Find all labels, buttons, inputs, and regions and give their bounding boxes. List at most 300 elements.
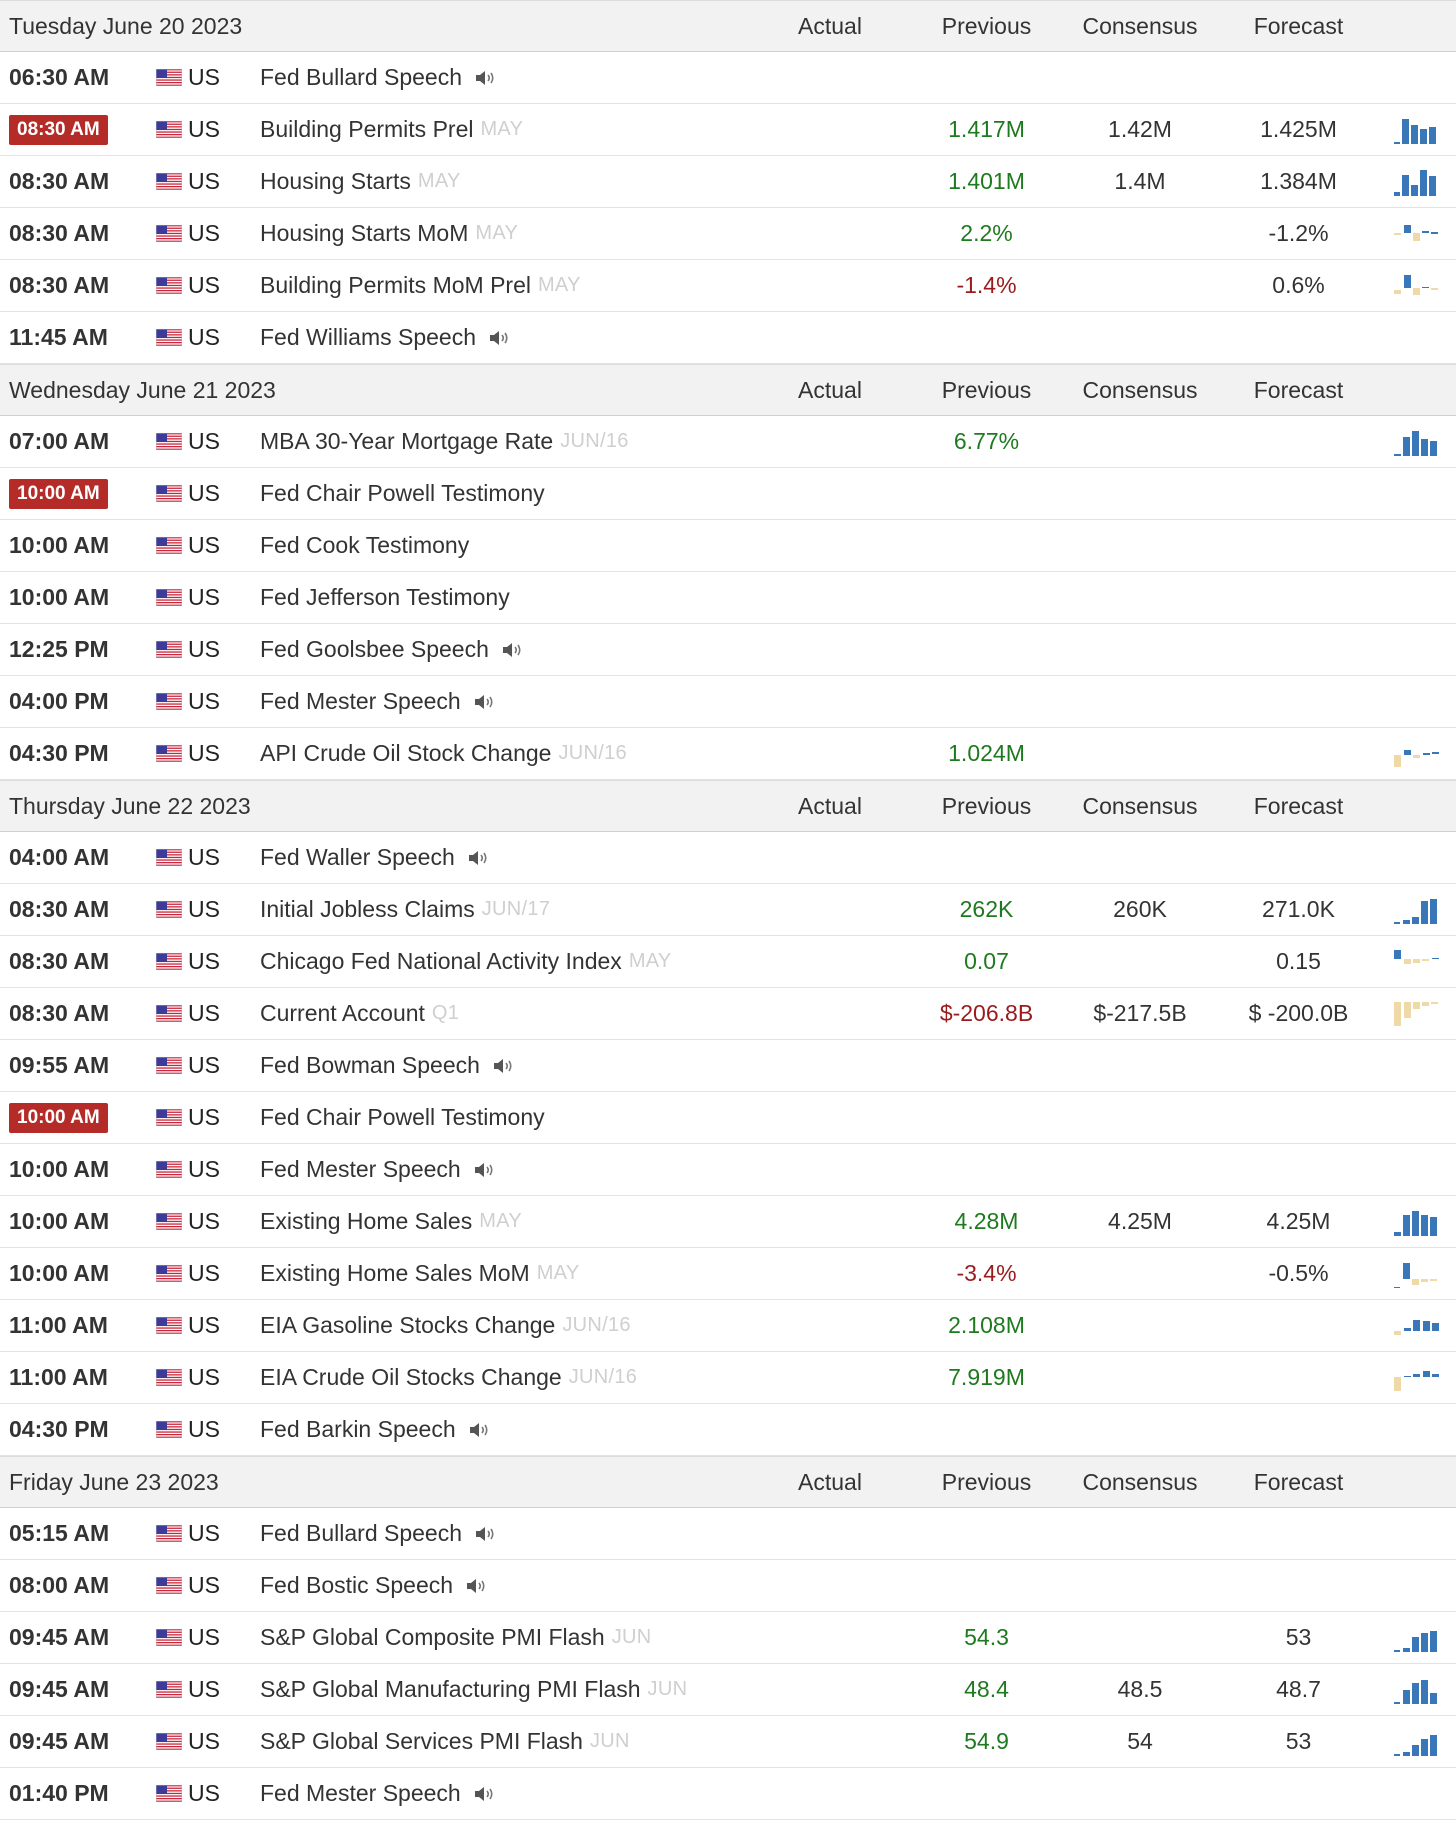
sparkline-bar: [1394, 454, 1401, 456]
country-cell[interactable]: [156, 272, 260, 299]
sparkline-cell[interactable]: [1377, 427, 1456, 457]
sparkline-bar: [1402, 175, 1409, 196]
event-name[interactable]: Housing Starts MoM: [260, 220, 469, 246]
sparkline-cell[interactable]: [1377, 1207, 1456, 1237]
sparkline-bar: [1394, 142, 1400, 144]
speaker-icon: [469, 1421, 491, 1439]
sparkline-bar: [1421, 1215, 1428, 1236]
country-cell[interactable]: [156, 532, 260, 559]
event-row[interactable]: [0, 1612, 1456, 1664]
country-cell[interactable]: [156, 1780, 260, 1807]
time-cell: [0, 844, 156, 871]
event-time: 01:40 PM: [9, 1780, 109, 1806]
event-name[interactable]: Fed Chair Powell Testimony: [260, 480, 545, 506]
event-name[interactable]: S&P Global Composite PMI Flash: [260, 1624, 605, 1650]
country-code: US: [188, 272, 220, 298]
column-header-consensus[interactable]: Consensus: [1082, 12, 1198, 39]
previous-value: 2.108M: [948, 1312, 1025, 1338]
us-flag-icon: [156, 1421, 182, 1438]
country-cell[interactable]: [156, 584, 260, 611]
event-cell[interactable]: [260, 64, 747, 91]
event-cell[interactable]: [260, 272, 747, 299]
event-time: 07:00 AM: [9, 428, 110, 454]
forecast-value: 53: [1285, 1624, 1312, 1650]
speaker-icon: [474, 693, 496, 711]
column-header-consensus[interactable]: Consensus: [1082, 792, 1198, 819]
event-cell[interactable]: [260, 220, 747, 247]
event-row[interactable]: [0, 104, 1456, 156]
event-row[interactable]: [0, 1768, 1456, 1820]
event-name[interactable]: Building Permits MoM Prel: [260, 272, 531, 298]
event-row[interactable]: [0, 1664, 1456, 1716]
forecast-value: 4.25M: [1266, 1208, 1331, 1234]
time-cell: [0, 114, 156, 145]
us-flag-icon: [156, 121, 182, 138]
event-row[interactable]: [0, 416, 1456, 468]
event-name[interactable]: Chicago Fed National Activity Index: [260, 948, 622, 974]
column-header-previous[interactable]: Previous: [941, 12, 1032, 39]
sparkline-chart-icon[interactable]: [1392, 1311, 1442, 1341]
event-cell[interactable]: [260, 1052, 747, 1079]
sparkline-cell[interactable]: [1377, 947, 1456, 977]
column-header-previous[interactable]: Previous: [941, 376, 1032, 403]
country-cell[interactable]: [156, 1260, 260, 1287]
time-cell: [0, 1520, 156, 1547]
country-code: US: [188, 1520, 220, 1546]
previous-value: 54.3: [964, 1624, 1009, 1650]
sparkline-bar: [1394, 192, 1400, 196]
event-name[interactable]: Fed Jefferson Testimony: [260, 584, 510, 610]
event-name[interactable]: Fed Goolsbee Speech: [260, 636, 489, 662]
column-header-forecast[interactable]: Forecast: [1253, 376, 1344, 403]
sparkline-cell[interactable]: [1377, 1675, 1456, 1705]
us-flag-icon: [156, 1681, 182, 1698]
event-name[interactable]: Fed Cook Testimony: [260, 532, 470, 558]
us-flag-icon: [156, 1317, 182, 1334]
column-header-previous[interactable]: Previous: [941, 1468, 1032, 1495]
country-code: US: [188, 116, 220, 142]
sparkline-bar: [1404, 1002, 1411, 1018]
sparkline-bar: [1430, 899, 1437, 924]
sparkline-bar: [1404, 225, 1411, 233]
event-row[interactable]: [0, 312, 1456, 364]
sparkline-bar: [1430, 1217, 1437, 1236]
event-cell[interactable]: [260, 1624, 747, 1651]
previous-value: $-206.8B: [939, 1000, 1034, 1026]
time-cell: [0, 688, 156, 715]
column-header-previous[interactable]: Previous: [941, 792, 1032, 819]
previous-value: 1.417M: [948, 116, 1025, 142]
column-header-actual[interactable]: Actual: [798, 376, 862, 403]
country-code: US: [188, 636, 220, 662]
event-row[interactable]: [0, 936, 1456, 988]
previous-value: 0.07: [964, 948, 1009, 974]
sparkline-cell[interactable]: [1377, 219, 1456, 249]
country-code: US: [188, 1572, 220, 1598]
event-name[interactable]: Fed Barkin Speech: [260, 1416, 456, 1442]
event-name[interactable]: Fed Mester Speech: [260, 1156, 461, 1182]
reference-period: MAY: [475, 222, 519, 244]
event-name[interactable]: Fed Mester Speech: [260, 1780, 461, 1806]
country-code: US: [188, 1260, 220, 1286]
us-flag-icon: [156, 173, 182, 190]
event-row[interactable]: [0, 1560, 1456, 1612]
sparkline-cell[interactable]: [1377, 1623, 1456, 1653]
column-header-forecast[interactable]: Forecast: [1253, 792, 1344, 819]
sparkline-bar: [1394, 1702, 1400, 1704]
sparkline-bar: [1394, 1377, 1401, 1391]
event-name[interactable]: Fed Mester Speech: [260, 688, 461, 714]
event-cell[interactable]: [260, 1104, 747, 1131]
event-name[interactable]: EIA Crude Oil Stocks Change: [260, 1364, 562, 1390]
event-cell[interactable]: [260, 844, 747, 871]
country-cell[interactable]: [156, 428, 260, 455]
event-name[interactable]: Existing Home Sales MoM: [260, 1260, 530, 1286]
country-cell[interactable]: [156, 220, 260, 247]
reference-period: MAY: [417, 170, 461, 192]
event-name[interactable]: API Crude Oil Stock Change: [260, 740, 552, 766]
event-row[interactable]: [0, 260, 1456, 312]
column-header-consensus[interactable]: Consensus: [1082, 1468, 1198, 1495]
sparkline-cell[interactable]: [1377, 1727, 1456, 1757]
event-cell[interactable]: [260, 1780, 747, 1807]
sparkline-bar: [1394, 233, 1401, 235]
event-cell[interactable]: [260, 1000, 747, 1027]
event-row[interactable]: [0, 468, 1456, 520]
event-name[interactable]: Fed Bostic Speech: [260, 1572, 454, 1598]
event-row[interactable]: [0, 1248, 1456, 1300]
column-header-actual[interactable]: Actual: [798, 1468, 862, 1495]
sparkline-chart-icon[interactable]: [1392, 999, 1442, 1029]
country-cell[interactable]: [156, 1572, 260, 1599]
sparkline-bar: [1430, 1735, 1437, 1756]
sparkline-cell[interactable]: [1377, 1311, 1456, 1341]
previous-value: -1.4%: [956, 272, 1017, 298]
time-cell: [0, 1260, 156, 1287]
sparkline-cell[interactable]: [1377, 115, 1456, 145]
event-cell[interactable]: [260, 1416, 747, 1443]
us-flag-icon: [156, 745, 182, 762]
us-flag-icon: [156, 277, 182, 294]
sparkline-chart-icon[interactable]: [1392, 895, 1442, 925]
country-code: US: [188, 1728, 220, 1754]
country-cell[interactable]: [156, 740, 260, 767]
event-cell[interactable]: [260, 948, 747, 975]
sparkline-bar: [1404, 1328, 1411, 1331]
reference-period: MAY: [628, 950, 672, 972]
sparkline-bar: [1431, 1002, 1438, 1004]
sparkline-bar: [1431, 232, 1438, 234]
event-name[interactable]: Fed Bowman Speech: [260, 1052, 480, 1078]
event-time: 10:00 AM: [9, 1208, 110, 1234]
time-cell: [0, 1000, 156, 1027]
country-cell[interactable]: [156, 1000, 260, 1027]
event-cell[interactable]: [260, 1520, 747, 1547]
sparkline-chart-icon[interactable]: [1392, 167, 1442, 197]
event-name[interactable]: Building Permits Prel: [260, 116, 474, 142]
sparkline-bar: [1394, 1650, 1400, 1652]
event-row[interactable]: [0, 1404, 1456, 1456]
country-cell[interactable]: [156, 1520, 260, 1547]
event-time: 10:00 AM: [9, 532, 110, 558]
country-cell[interactable]: [156, 1676, 260, 1703]
event-cell[interactable]: [260, 1364, 747, 1391]
country-code: US: [188, 64, 220, 90]
forecast-value: 53: [1285, 1728, 1312, 1754]
sparkline-chart-icon[interactable]: [1392, 1259, 1442, 1289]
sparkline-bar: [1413, 1374, 1420, 1377]
us-flag-icon: [156, 225, 182, 242]
speaker-icon: [475, 69, 497, 87]
sparkline-chart-icon[interactable]: [1392, 219, 1442, 249]
us-flag-icon: [156, 1629, 182, 1646]
sparkline-bar: [1394, 1232, 1401, 1236]
us-flag-icon: [156, 589, 182, 606]
event-row[interactable]: [0, 208, 1456, 260]
speaker-icon: [468, 849, 490, 867]
sparkline-chart-icon[interactable]: [1392, 1363, 1442, 1393]
event-name[interactable]: Current Account: [260, 1000, 425, 1026]
country-code: US: [188, 532, 220, 558]
time-cell: [0, 64, 156, 91]
country-cell[interactable]: [156, 1312, 260, 1339]
event-row[interactable]: [0, 572, 1456, 624]
country-cell[interactable]: [156, 844, 260, 871]
event-row[interactable]: [0, 1092, 1456, 1144]
event-cell[interactable]: [260, 688, 747, 715]
country-cell[interactable]: [156, 1052, 260, 1079]
us-flag-icon: [156, 953, 182, 970]
country-cell[interactable]: [156, 116, 260, 143]
country-code: US: [188, 1156, 220, 1182]
sparkline-bar: [1422, 959, 1429, 961]
reference-period: JUN: [611, 1626, 652, 1648]
event-row[interactable]: [0, 156, 1456, 208]
column-header-forecast[interactable]: Forecast: [1253, 1468, 1344, 1495]
time-cell: [0, 1102, 156, 1133]
sparkline-chart-icon[interactable]: [1392, 115, 1442, 145]
country-code: US: [188, 1208, 220, 1234]
column-header-actual[interactable]: Actual: [798, 12, 862, 39]
country-code: US: [188, 1780, 220, 1806]
sparkline-bar: [1423, 1321, 1430, 1331]
event-name[interactable]: Existing Home Sales: [260, 1208, 473, 1234]
event-row[interactable]: [0, 520, 1456, 572]
country-cell[interactable]: [156, 1364, 260, 1391]
sparkline-bar: [1421, 901, 1428, 924]
country-cell[interactable]: [156, 1416, 260, 1443]
sparkline-cell[interactable]: [1377, 739, 1456, 769]
sparkline-bar: [1423, 753, 1430, 755]
event-time: 06:30 AM: [9, 64, 110, 90]
previous-value: 54.9: [964, 1728, 1009, 1754]
event-row[interactable]: [0, 624, 1456, 676]
country-cell[interactable]: [156, 896, 260, 923]
country-cell[interactable]: [156, 1208, 260, 1235]
event-name[interactable]: S&P Global Services PMI Flash: [260, 1728, 583, 1754]
sparkline-cell[interactable]: [1377, 1363, 1456, 1393]
event-cell[interactable]: [260, 896, 747, 923]
event-name[interactable]: Fed Chair Powell Testimony: [260, 1104, 545, 1130]
reference-period: JUN/16: [562, 1314, 631, 1336]
event-cell[interactable]: [260, 636, 747, 663]
event-time: 04:00 AM: [9, 844, 110, 870]
sparkline-bar: [1421, 1680, 1428, 1704]
country-code: US: [188, 480, 220, 506]
event-row[interactable]: [0, 1144, 1456, 1196]
country-cell[interactable]: [156, 64, 260, 91]
country-cell[interactable]: [156, 1728, 260, 1755]
event-cell[interactable]: [260, 1572, 747, 1599]
country-cell[interactable]: [156, 1624, 260, 1651]
event-row[interactable]: [0, 1716, 1456, 1768]
event-cell[interactable]: [260, 116, 747, 143]
sparkline-bar: [1413, 233, 1420, 241]
forecast-value: $ -200.0B: [1248, 1000, 1349, 1026]
sparkline-bar: [1411, 185, 1418, 196]
column-header-actual[interactable]: Actual: [798, 792, 862, 819]
event-cell[interactable]: [260, 1260, 747, 1287]
event-name[interactable]: Fed Williams Speech: [260, 324, 477, 350]
previous-value: 7.919M: [948, 1364, 1025, 1390]
event-cell[interactable]: [260, 324, 747, 351]
day-header: [0, 0, 1456, 52]
time-cell: [0, 584, 156, 611]
event-time: 08:30 AM: [9, 220, 110, 246]
sparkline-bar: [1429, 127, 1436, 144]
sparkline-bar: [1404, 275, 1411, 288]
country-code: US: [188, 1312, 220, 1338]
event-cell[interactable]: [260, 480, 747, 507]
country-code: US: [188, 1364, 220, 1390]
sparkline-bar: [1412, 1683, 1419, 1704]
time-cell: [0, 1416, 156, 1443]
sparkline-chart-icon[interactable]: [1392, 271, 1442, 301]
event-name[interactable]: Fed Bullard Speech: [260, 64, 463, 90]
us-flag-icon: [156, 1005, 182, 1022]
event-name[interactable]: MBA 30-Year Mortgage Rate: [260, 428, 554, 454]
event-cell[interactable]: [260, 740, 747, 767]
event-cell[interactable]: [260, 1208, 747, 1235]
event-cell[interactable]: [260, 168, 747, 195]
sparkline-bar: [1394, 1287, 1400, 1288]
time-cell: [0, 1312, 156, 1339]
event-row[interactable]: [0, 884, 1456, 936]
sparkline-chart-icon[interactable]: [1392, 947, 1442, 977]
country-cell[interactable]: [156, 1104, 260, 1131]
event-name[interactable]: Initial Jobless Claims: [260, 896, 475, 922]
sparkline-cell[interactable]: [1377, 999, 1456, 1029]
country-code: US: [188, 688, 220, 714]
sparkline-cell[interactable]: [1377, 1259, 1456, 1289]
country-cell[interactable]: [156, 948, 260, 975]
sparkline-bar: [1394, 950, 1401, 959]
forecast-value: 1.384M: [1260, 168, 1337, 194]
country-cell[interactable]: [156, 688, 260, 715]
us-flag-icon: [156, 1733, 182, 1750]
column-header-forecast[interactable]: Forecast: [1253, 12, 1344, 39]
us-flag-icon: [156, 1577, 182, 1594]
event-name[interactable]: Fed Bullard Speech: [260, 1520, 463, 1546]
country-cell[interactable]: [156, 1156, 260, 1183]
country-cell[interactable]: [156, 480, 260, 507]
country-code: US: [188, 220, 220, 246]
time-cell: [0, 1676, 156, 1703]
event-row[interactable]: [0, 1352, 1456, 1404]
sparkline-chart-icon[interactable]: [1392, 1727, 1442, 1757]
event-cell[interactable]: [260, 584, 747, 611]
event-time: 08:30 AM: [9, 948, 110, 974]
sparkline-cell[interactable]: [1377, 895, 1456, 925]
event-row[interactable]: [0, 52, 1456, 104]
event-name[interactable]: Fed Waller Speech: [260, 844, 455, 870]
time-cell: [0, 168, 156, 195]
us-flag-icon: [156, 1057, 182, 1074]
event-row[interactable]: [0, 728, 1456, 780]
sparkline-chart-icon[interactable]: [1392, 1675, 1442, 1705]
forecast-value: 0.15: [1276, 948, 1321, 974]
country-cell[interactable]: [156, 168, 260, 195]
forecast-value: -0.5%: [1268, 1260, 1329, 1286]
reference-period: JUN/16: [558, 742, 627, 764]
event-cell[interactable]: [260, 1312, 747, 1339]
sparkline-bar: [1404, 750, 1411, 755]
day-title: Thursday June 22 2023: [9, 792, 251, 819]
column-header-consensus[interactable]: Consensus: [1082, 376, 1198, 403]
event-cell[interactable]: [260, 1728, 747, 1755]
sparkline-bar: [1413, 1320, 1420, 1331]
event-row[interactable]: [0, 988, 1456, 1040]
speaker-icon: [474, 1785, 496, 1803]
sparkline-chart-icon[interactable]: [1392, 1623, 1442, 1653]
event-row[interactable]: [0, 1040, 1456, 1092]
day-title: Tuesday June 20 2023: [9, 12, 243, 39]
us-flag-icon: [156, 849, 182, 866]
sparkline-chart-icon[interactable]: [1392, 1207, 1442, 1237]
us-flag-icon: [156, 433, 182, 450]
previous-value: -3.4%: [956, 1260, 1017, 1286]
time-cell: [0, 428, 156, 455]
sparkline-cell[interactable]: [1377, 167, 1456, 197]
time-cell: [0, 1364, 156, 1391]
event-name[interactable]: EIA Gasoline Stocks Change: [260, 1312, 556, 1338]
event-time: 08:30 AM: [9, 272, 110, 298]
event-name[interactable]: Housing Starts: [260, 168, 411, 194]
event-cell[interactable]: [260, 428, 747, 455]
sparkline-chart-icon[interactable]: [1392, 739, 1442, 769]
event-cell[interactable]: [260, 1156, 747, 1183]
country-cell[interactable]: [156, 636, 260, 663]
event-row[interactable]: [0, 676, 1456, 728]
event-row[interactable]: [0, 1196, 1456, 1248]
sparkline-bar: [1421, 439, 1428, 456]
us-flag-icon: [156, 69, 182, 86]
sparkline-bar: [1412, 1279, 1419, 1285]
country-cell[interactable]: [156, 324, 260, 351]
sparkline-bar: [1394, 290, 1401, 294]
event-cell[interactable]: [260, 532, 747, 559]
event-cell[interactable]: [260, 1676, 747, 1703]
sparkline-bar: [1430, 1631, 1437, 1652]
sparkline-cell[interactable]: [1377, 271, 1456, 301]
event-row[interactable]: [0, 1300, 1456, 1352]
event-row[interactable]: [0, 1508, 1456, 1560]
sparkline-chart-icon[interactable]: [1392, 427, 1442, 457]
previous-value: 6.77%: [953, 428, 1020, 454]
sparkline-bar: [1422, 231, 1429, 233]
event-row[interactable]: [0, 832, 1456, 884]
event-name[interactable]: S&P Global Manufacturing PMI Flash: [260, 1676, 641, 1702]
